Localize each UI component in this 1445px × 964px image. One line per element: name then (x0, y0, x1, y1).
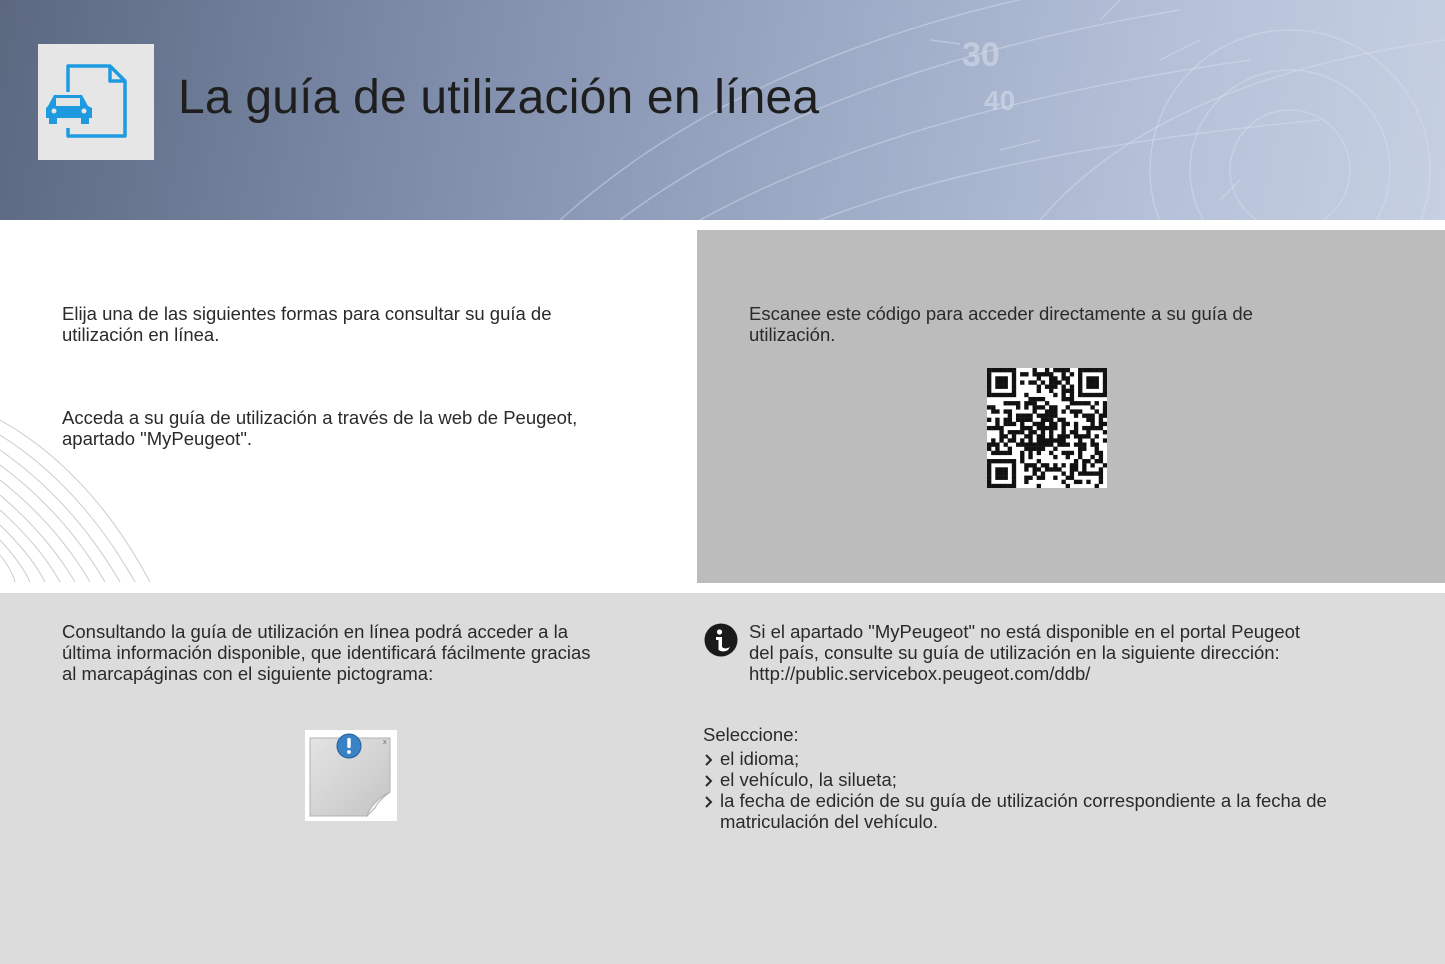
page-title: La guía de utilización en línea (178, 71, 820, 124)
web-access-line-2: apartado "MyPeugeot". (62, 428, 253, 449)
list-item (703, 769, 1327, 790)
list-item (703, 790, 1327, 832)
list-item (703, 748, 1327, 769)
chevron-right-icon (704, 796, 714, 808)
web-access-text (62, 407, 577, 449)
header-icon-box (38, 44, 154, 160)
servicebox-url[interactable]: http://public.servicebox.peugeot.com/ddb/ (749, 663, 1091, 684)
intro-text (62, 303, 552, 345)
chevron-right-icon (704, 754, 714, 766)
car-document-icon (38, 44, 154, 160)
bullet-3-line-1: la fecha de edición de su guía de utilización correspondiente a la fecha de (720, 790, 1327, 811)
web-access-line-1: Acceda a su guía de utilización a través de la web de Peugeot, (62, 407, 578, 428)
qr-text (749, 303, 1253, 345)
qr-code-graphic (987, 368, 1107, 488)
svg-text:30: 30 (962, 36, 1000, 74)
bullet-2-text: el vehículo, la silueta; (720, 769, 897, 790)
bullet-3-line-2: matriculación del vehículo. (720, 811, 938, 832)
bookmark-notice-icon (305, 730, 397, 821)
info-icon (704, 623, 738, 657)
chevron-right-icon (704, 775, 714, 787)
qr-text-line-2: utilización. (749, 324, 836, 345)
bookmark-line-1: Consultando la guía de utilización en línea podrá acceder a la (62, 621, 569, 642)
info-line-2: del país, consulte su guía de utilización en la siguiente dirección: (749, 642, 1280, 663)
svg-text:40: 40 (984, 85, 1016, 116)
qr-code-icon[interactable] (987, 368, 1107, 488)
qr-text-line-1: Escanee este código para acceder directamente a su guía de (749, 303, 1253, 324)
svg-text:x: x (383, 739, 387, 746)
bullet-1-text: el idioma; (720, 748, 800, 769)
info-line-1: Si el apartado "MyPeugeot" no está disponible en el portal Peugeot (749, 621, 1301, 642)
intro-line-2: utilización en línea. (62, 324, 220, 345)
intro-line-1: Elija una de las siguientes formas para consultar su guía de (62, 303, 552, 324)
bookmark-line-2: última información disponible, que identificará fácilmente gracias (62, 642, 591, 663)
bookmark-line-3: al marcapáginas con el siguiente pictograma: (62, 663, 434, 684)
bookmark-pictogram (305, 730, 397, 821)
info-text (749, 621, 1300, 684)
selection-list (703, 748, 1327, 832)
select-label: Seleccione: (703, 724, 799, 745)
bookmark-text (62, 621, 591, 684)
header-banner (0, 0, 1445, 220)
